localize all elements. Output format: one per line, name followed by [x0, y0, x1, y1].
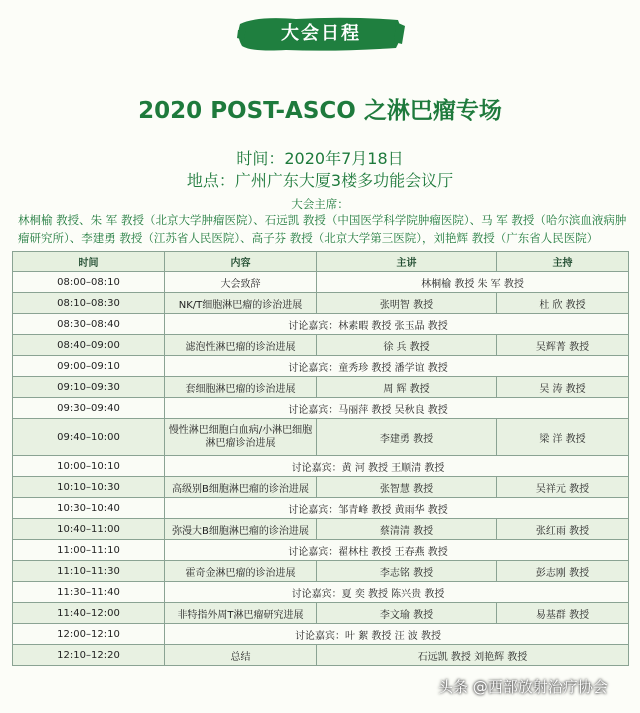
schedule-body — [13, 272, 629, 666]
cell-content: 套细胞淋巴瘤的诊治进展 — [165, 377, 317, 398]
cell-discussion: 讨论嘉宾：夏 奕 教授 陈兴贵 教授 — [165, 582, 629, 603]
header-host: 主持 — [497, 252, 629, 272]
cell-time: 08:00–08:10 — [13, 272, 165, 293]
cell-content: 高级别B细胞淋巴瘤的诊治进展 — [165, 477, 317, 498]
event-time: 时间：2020年7月18日 — [236, 149, 404, 168]
cell-discussion: 讨论嘉宾：邹青峰 教授 黄雨华 教授 — [165, 498, 629, 519]
cell-host: 吴辉菁 教授 — [497, 335, 629, 356]
cell-time: 08:40–09:00 — [13, 335, 165, 356]
cell-host: 彭志刚 教授 — [497, 561, 629, 582]
cell-speaker: 李文瑜 教授 — [317, 603, 497, 624]
table-row — [13, 519, 629, 540]
cell-time: 11:10–11:30 — [13, 561, 165, 582]
cell-speaker: 李志铭 教授 — [317, 561, 497, 582]
table-row — [13, 645, 629, 666]
table-row — [13, 582, 629, 603]
table-row — [13, 540, 629, 561]
table-row — [13, 377, 629, 398]
banner — [236, 14, 406, 54]
cell-time: 08:30–08:40 — [13, 314, 165, 335]
table-row — [13, 314, 629, 335]
table-row — [13, 293, 629, 314]
cell-host: 易基群 教授 — [497, 603, 629, 624]
cell-time: 11:00–11:10 — [13, 540, 165, 561]
cell-time: 12:00–12:10 — [13, 624, 165, 645]
cell-content: NK/T细胞淋巴瘤的诊治进展 — [165, 293, 317, 314]
cell-content: 总结 — [165, 645, 317, 666]
cell-speaker: 李建勇 教授 — [317, 419, 497, 456]
cell-content: 大会致辞 — [165, 272, 317, 293]
cell-speaker: 张智慧 教授 — [317, 477, 497, 498]
cell-content: 慢性淋巴细胞白血病/小淋巴细胞淋巴瘤诊治进展 — [165, 419, 317, 456]
cell-time: 10:00–10:10 — [13, 456, 165, 477]
table-row — [13, 498, 629, 519]
table-row — [13, 419, 629, 456]
banner-title: 大会日程 — [281, 23, 361, 44]
watermark: 头条 @西部放射治疗协会 — [438, 678, 608, 696]
cell-time: 09:30–09:40 — [13, 398, 165, 419]
cell-host: 梁 洋 教授 — [497, 419, 629, 456]
header-time: 时间 — [13, 252, 165, 272]
chairs-label: 大会主席： — [291, 197, 349, 211]
header-speaker: 主讲 — [317, 252, 497, 272]
table-row — [13, 335, 629, 356]
cell-content: 弥漫大B细胞淋巴瘤的诊治进展 — [165, 519, 317, 540]
table-row — [13, 356, 629, 377]
table-row — [13, 456, 629, 477]
cell-time: 11:40–12:00 — [13, 603, 165, 624]
cell-host: 吴祥元 教授 — [497, 477, 629, 498]
cell-host: 吴 涛 教授 — [497, 377, 629, 398]
cell-content: 滤泡性淋巴瘤的诊治进展 — [165, 335, 317, 356]
schedule-table — [12, 251, 629, 666]
page-title: 2020 POST-ASCO 之淋巴瘤专场 — [138, 98, 502, 124]
cell-speaker: 周 辉 教授 — [317, 377, 497, 398]
cell-time: 09:40–10:00 — [13, 419, 165, 456]
table-row — [13, 477, 629, 498]
cell-speaker: 蔡清清 教授 — [317, 519, 497, 540]
event-place: 地点：广州广东大厦3楼多功能会议厅 — [186, 171, 454, 190]
cell-discussion: 讨论嘉宾：黄 河 教授 王顺清 教授 — [165, 456, 629, 477]
cell-time: 11:30–11:40 — [13, 582, 165, 603]
cell-discussion: 讨论嘉宾：叶 絮 教授 汪 波 教授 — [165, 624, 629, 645]
cell-time: 10:40–11:00 — [13, 519, 165, 540]
cell-time: 09:00–09:10 — [13, 356, 165, 377]
cell-speaker: 徐 兵 教授 — [317, 335, 497, 356]
cell-time: 08:10–08:30 — [13, 293, 165, 314]
cell-host: 张红雨 教授 — [497, 519, 629, 540]
cell-discussion: 讨论嘉宾：童秀珍 教授 潘学谊 教授 — [165, 356, 629, 377]
cell-host: 杜 欣 教授 — [497, 293, 629, 314]
header-content: 内容 — [165, 252, 317, 272]
cell-content: 霍奇金淋巴瘤的诊治进展 — [165, 561, 317, 582]
cell-discussion: 讨论嘉宾：林素暇 教授 张玉晶 教授 — [165, 314, 629, 335]
chairs-list: 林桐榆 教授、朱 军 教授（北京大学肿瘤医院）、石远凯 教授（中国医学科学院肿瘤医院）、马 军 教授（哈尔滨血液病肿瘤研究所）、李建勇 教授（江苏省人民医院）、高子芬 教授（北京大学第三医院），刘艳辉 教授（广东省人民医院） — [18, 213, 627, 245]
cell-discussion: 讨论嘉宾：翟林柱 教授 王春燕 教授 — [165, 540, 629, 561]
cell-time: 09:10–09:30 — [13, 377, 165, 398]
cell-content: 非特指外周T淋巴瘤研究进展 — [165, 603, 317, 624]
cell-time: 10:10–10:30 — [13, 477, 165, 498]
cell-time: 12:10–12:20 — [13, 645, 165, 666]
table-row — [13, 561, 629, 582]
cell-speakers-merged: 石远凯 教授 刘艳辉 教授 — [317, 645, 629, 666]
cell-speaker: 张明智 教授 — [317, 293, 497, 314]
table-row — [13, 398, 629, 419]
table-row — [13, 603, 629, 624]
cell-discussion: 讨论嘉宾：马丽萍 教授 吴秋良 教授 — [165, 398, 629, 419]
cell-time: 10:30–10:40 — [13, 498, 165, 519]
table-row — [13, 624, 629, 645]
cell-speakers-merged: 林桐榆 教授 朱 军 教授 — [317, 272, 629, 293]
table-row — [13, 272, 629, 293]
table-header-row — [13, 252, 629, 272]
